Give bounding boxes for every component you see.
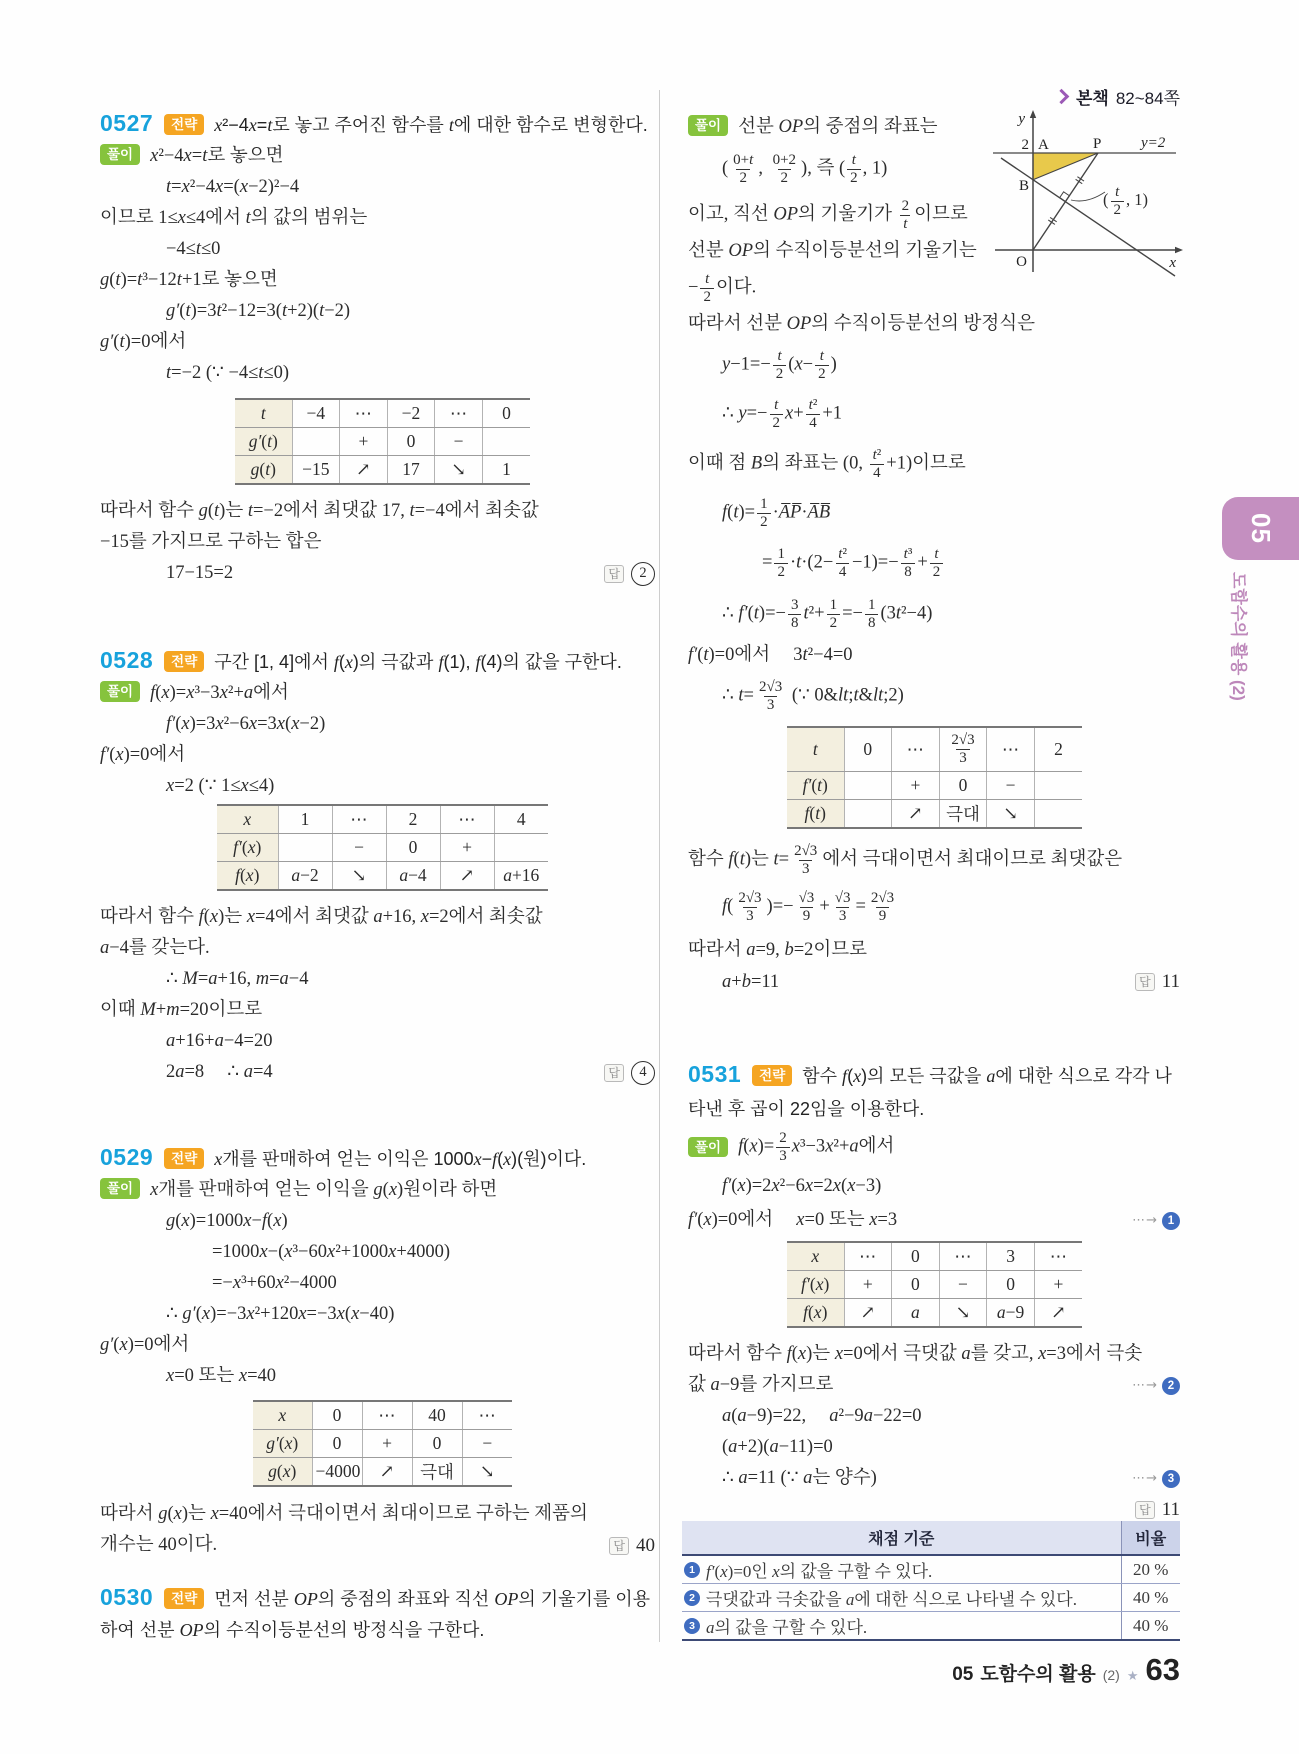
solution-line: 따라서 선분 OP의 수직이등분선의 방정식은 [688, 314, 1035, 334]
midpoint-coordinate-label: ( $\frac{t}{2}$ , 1) [1103, 184, 1148, 218]
footer-page-number: 63 [1145, 1652, 1180, 1687]
sign-table-0529 [253, 1400, 512, 1487]
table-cell [1034, 771, 1082, 799]
table-cell: ↘ [987, 799, 1035, 828]
table-cell: + [440, 834, 494, 862]
table-cell: ⋯ [332, 805, 386, 834]
strategy-badge: 전략 [164, 1588, 204, 1609]
solution-line: g′(x)=0에서 [100, 1335, 190, 1355]
table-header-cell: f′(t) [787, 771, 844, 799]
solution-line: 따라서 함수 f(x)는 x=0에서 극댓값 a를 갖고, x=3에서 극솟 [688, 1344, 1143, 1364]
table-cell: −4 [292, 399, 340, 428]
grading-header: 채점 기준 [682, 1521, 1121, 1555]
grading-row [682, 1555, 1180, 1584]
problem-number: 0529 [100, 1144, 154, 1170]
solution-line: ∴ f′(t)=− $\frac{3}{8}$ t²+ $\frac{1}{2}$ =− $\frac{1}{8}$ (3t²−4) [722, 596, 933, 631]
table-cell: ⋯ [362, 1401, 412, 1430]
table-cell: + [892, 771, 940, 799]
grading-table [682, 1521, 1180, 1641]
solution-line: 따라서 함수 f(x)는 x=4에서 최댓값 a+16, x=2에서 최솟값 [100, 907, 543, 927]
table-cell: + [844, 1271, 892, 1299]
table-cell: 0 [987, 1271, 1035, 1299]
table-cell: 0 [312, 1401, 362, 1430]
table-cell: a−9 [987, 1299, 1035, 1328]
criterion-marker-3: 3 [684, 1618, 700, 1634]
table-cell: ⋯ [440, 805, 494, 834]
table-cell: 0 [386, 834, 440, 862]
table-cell: ⋯ [939, 1242, 987, 1271]
table-header-cell: g(t) [235, 456, 292, 485]
answer-badge: 답 [604, 1064, 624, 1082]
table-cell: a−2 [278, 862, 332, 891]
grading-ratio-header: 비율 [1121, 1521, 1180, 1555]
solution-line: f′(x)=0에서 x=0 또는 x=3 ⋯→ 1 [688, 1204, 1180, 1237]
criterion-ratio: 40 % [1121, 1612, 1180, 1641]
solution-line: 따라서 a=9, b=2이므로 [688, 939, 867, 960]
solution-line: f′(x)=2x²−6x=2x(x−3) [722, 1176, 882, 1196]
solution-line: y−1=− $\frac{t}{2}$ (x− $\frac{t}{2}$ ) [722, 347, 837, 382]
table-cell [278, 834, 332, 862]
table-cell [494, 834, 548, 862]
solution-line: f′(x)=3x²−6x=3x(x−2) [166, 714, 326, 734]
table-cell: 1 [502, 459, 511, 479]
answer-math: 17−15=2 [166, 563, 234, 583]
strategy-badge: 전략 [164, 1148, 204, 1169]
answer-badge: 답 [1135, 973, 1155, 991]
solution-line: 풀이 f(x)= $\frac{2}{3}$ x³−3x²+a에서 [688, 1126, 1180, 1168]
table-cell: 극대 [939, 799, 987, 828]
table-cell: + [1034, 1271, 1082, 1299]
strategy-text: x²−4x=t로 놓고 주어진 함수를 t에 대한 함수로 변형한다. [214, 115, 648, 135]
solution-line: = $\frac{1}{2}$ ·t·(2− $\frac{\text{t²}}{4}$ −1)=− $\frac{\text{t³}}{8}$ + $\frac{t}{2}$ [688, 537, 1180, 589]
criterion-marker-1: 1 [684, 1562, 700, 1578]
solution-badge: 풀이 [100, 144, 140, 165]
answer-value: 11 [1161, 971, 1180, 992]
answer-value: 40 [636, 1534, 655, 1556]
solution-line: 풀이 x개를 판매하여 얻는 이익을 g(x)원이라 하면 [100, 1175, 655, 1206]
solution-line: 풀이 x²−4x=t로 놓으면 [100, 141, 655, 172]
table-cell: ↘ [332, 862, 386, 891]
solution-line: 따라서 g(x)는 x=40에서 극대이면서 최대이므로 구하는 제품의 [100, 1504, 588, 1524]
answer-badge: 답 [604, 565, 624, 583]
table-cell: ↗ [440, 862, 494, 891]
point-label-b: B [1019, 178, 1030, 194]
table-header-cell: x [253, 1401, 312, 1430]
answer-choice: 2 [631, 562, 655, 586]
solution-line: f( $\frac{2√3}{3}$ )=− $\frac{√3}{9}$ + $\frac{√3}{3}$ = $\frac{2√3}{9}$ [722, 890, 895, 924]
step-marker-3: 3 [1162, 1470, 1180, 1488]
strategy-badge: 전략 [164, 651, 204, 672]
solution-line: 이때 점 B의 좌표는 (0, $\frac{\text{t²}}{4}$ +1)이므로 [688, 446, 966, 481]
solution-line: g′(t)=0에서 [100, 332, 187, 352]
table-cell [292, 428, 340, 456]
solution-line: g(x)=1000x−f(x) [166, 1211, 288, 1231]
table-cell: ⋯ [844, 1242, 892, 1271]
column-divider [659, 90, 660, 1642]
table-cell: ↗ [844, 1299, 892, 1328]
origin-label: O [1016, 254, 1027, 270]
problem-number: 0531 [688, 1061, 742, 1087]
grading-row [682, 1584, 1180, 1612]
table-cell: 0 [844, 727, 892, 771]
problem-header [100, 1582, 655, 1646]
problem-number: 0527 [100, 110, 154, 136]
table-header-cell: x [217, 805, 278, 834]
solution-line: f′(x)=0에서 [100, 745, 186, 765]
solution-line: a(a−9)=22, a²−9a−22=0 [722, 1406, 922, 1426]
footer-chapter-number: 05 [952, 1664, 974, 1685]
solution-line: x=0 또는 x=40 [166, 1366, 277, 1386]
table-header-cell: g(x) [253, 1458, 312, 1487]
table-cell: ↘ [939, 1299, 987, 1328]
solution-line: a+16+a−4=20 [166, 1031, 273, 1051]
ref-page-range: 82~84쪽 [1115, 89, 1180, 108]
solution-line: =1000x−(x³−60x²+1000x+4000) [212, 1242, 450, 1262]
problem-header [100, 108, 655, 141]
criterion-marker-2: 2 [684, 1590, 700, 1606]
solution-line: g(t)=t³−12t+1로 놓으면 [100, 270, 278, 290]
table-cell: ↘ [435, 456, 483, 485]
table-cell: 0 [939, 771, 987, 799]
solution-line: 이고, 직선 OP의 기울기가 $\frac{2}{t}$ 이므로 [688, 197, 968, 232]
grading-criteria [682, 1521, 1180, 1641]
problem-header [100, 645, 655, 678]
y-axis-arrow-icon [1030, 110, 1036, 118]
table-header-cell: g′(t) [235, 428, 292, 456]
table-header-cell: x [787, 1242, 844, 1271]
leader-dots: ⋯→ [1132, 1213, 1158, 1228]
solution-line: ∴ t= $\frac{2√3}{3}$ (∵ 0&lt;t&lt;2) [722, 678, 904, 713]
solution-line: ( $\frac{0+t}{2}$ , $\frac{0+2}{2}$ ), 즉 ( $\frac{t}{2}$ , 1) [722, 151, 888, 186]
criterion-ratio: 40 % [1121, 1584, 1180, 1612]
table-cell: ⋯ [1034, 1242, 1082, 1271]
ref-arrow-icon [1054, 89, 1070, 105]
table-cell: − [987, 771, 1035, 799]
table-cell [1034, 799, 1082, 828]
solution-line: 값 a−9를 가지므로 ⋯→ 2 [688, 1370, 1180, 1401]
table-cell: −2 [387, 399, 435, 428]
table-cell [482, 428, 530, 456]
solution-line: 풀이 선분 OP의 중점의 좌표는 [688, 112, 1180, 143]
book-reference [682, 84, 1180, 109]
label-leader-curve [1071, 192, 1105, 201]
star-icon: ★ [1126, 1668, 1139, 1683]
problem-0530 [100, 1582, 655, 1646]
table-cell: 40 [412, 1401, 462, 1430]
solution-line: a−4를 갖는다. [100, 938, 210, 958]
table-cell: − [939, 1271, 987, 1299]
table-cell: 0 [482, 399, 530, 428]
table-cell: ↗ [1051, 1302, 1066, 1322]
table-cell: 4 [494, 805, 548, 834]
table-cell: 17 [387, 456, 435, 485]
table-header-cell: t [235, 399, 292, 428]
step-marker-1: 1 [1162, 1212, 1180, 1230]
sign-table-0531 [787, 1241, 1082, 1328]
sign-table-0528 [217, 804, 548, 891]
table-header-cell: f(t) [787, 799, 844, 828]
answer-math: a+b=11 [722, 971, 780, 992]
table-cell: 0 [387, 428, 435, 456]
criterion-ratio: 20 % [1121, 1555, 1180, 1584]
solution-badge: 풀이 [688, 115, 728, 136]
table-cell: 0 [892, 1271, 940, 1299]
answer-choice: 4 [631, 1061, 655, 1085]
problem-header [688, 1058, 1180, 1126]
strategy-badge: 전략 [752, 1065, 792, 1086]
problem-number: 0530 [100, 1584, 154, 1610]
axis-label-y: y [1018, 111, 1025, 127]
solution-line: ∴ g′(x)=−3x²+120x=−3x(x−40) [166, 1304, 395, 1324]
answer-row [100, 558, 655, 589]
table-cell: + [362, 1430, 412, 1458]
problem-0527 [100, 108, 655, 589]
solution-line: −4≤t≤0 [166, 239, 221, 259]
table-cell: 3 [987, 1242, 1035, 1271]
table-cell [844, 771, 892, 799]
answer-badge: 답 [1135, 1501, 1155, 1519]
leader-dots: ⋯→ [1132, 1378, 1158, 1393]
table-cell: + [340, 428, 388, 456]
strategy-badge: 전략 [164, 114, 204, 135]
table-cell: ↗ [362, 1458, 412, 1487]
table-cell: − [435, 428, 483, 456]
table-cell: ⋯ [462, 1401, 512, 1430]
problem-0531 [688, 1058, 1180, 1525]
sign-table-0527 [235, 398, 530, 485]
table-header-cell: f(x) [787, 1299, 844, 1328]
table-cell: −4000 [312, 1458, 362, 1487]
solution-line: f(t)= $\frac{1}{2}$ ·A̅P̅·A̅B̅ [722, 495, 831, 530]
problem-0528 [100, 645, 655, 1088]
table-cell: 0 [892, 1242, 940, 1271]
solution-line: t=−2 (∵ −4≤t≤0) [166, 363, 289, 383]
strategy-text: x개를 판매하여 얻는 이익은 1000x−f(x)(원)이다. [214, 1149, 587, 1169]
axis-label-x: x [1169, 255, 1176, 271]
point-label-p: P [1093, 136, 1102, 152]
table-cell: a [892, 1299, 940, 1328]
table-cell: 0 [312, 1430, 362, 1458]
solution-badge: 풀이 [100, 1178, 140, 1199]
table-cell: 0 [412, 1430, 462, 1458]
table-cell: a−4 [386, 862, 440, 891]
solution-line: 이때 M+m=20이므로 [100, 1000, 263, 1020]
solution-line: ∴ M=a+16, m=a−4 [166, 969, 309, 989]
step-marker-2: 2 [1162, 1377, 1180, 1395]
strategy-text: 함수 f(x)의 모든 극값을 a에 대한 식으로 각각 나타낸 후 곱이 22임을 이용한다. [688, 1066, 1172, 1119]
sign-table-0530 [787, 726, 1082, 829]
chapter-side-tab [1222, 497, 1299, 560]
table-header-cell: f′(x) [787, 1271, 844, 1299]
table-header-cell: f′(x) [217, 834, 278, 862]
answer-row [688, 967, 1180, 998]
solution-line: f′(t)=0에서 3t²−4=0 [688, 645, 853, 665]
solution-line: 개수는 40이다. [100, 1535, 218, 1555]
table-cell [844, 799, 892, 828]
problem-0529 [100, 1142, 655, 1561]
strategy-text: 먼저 선분 OP의 중점의 좌표와 직선 OP의 기울기를 이용하여 선분 OP의 수직이등분선의 방정식을 구한다. [100, 1589, 651, 1640]
answer-value: 11 [1161, 1498, 1180, 1520]
answer-badge: 답 [609, 1537, 629, 1555]
point-label-a: A [1038, 137, 1049, 153]
solution-badge: 풀이 [100, 681, 140, 702]
solution-line: t=x²−4x=(x−2)²−4 [166, 177, 300, 197]
table-cell: ⋯ [340, 399, 388, 428]
table-cell: ↗ [892, 799, 940, 828]
solution-line: 풀이 f(x)=x³−3x²+a에서 [100, 678, 655, 709]
solution-line: − $\frac{t}{2}$ 이다. [688, 270, 757, 305]
chapter-tab-number: 05 [1245, 513, 1276, 544]
footer-chapter-part: (2) [1102, 1667, 1120, 1683]
answer-row [100, 1530, 655, 1561]
table-cell: ⋯ [435, 399, 483, 428]
table-cell: a+16 [503, 865, 540, 885]
solution-line: 선분 OP의 수직이등분선의 기울기는 [688, 241, 977, 261]
solution-line: =−x³+60x²−4000 [212, 1273, 337, 1293]
solution-line: ∴ a=11 (∵ a는 양수) ⋯→ 3 [688, 1463, 1180, 1494]
table-cell: 2 [1034, 727, 1082, 771]
problem-number: 0528 [100, 647, 154, 673]
leader-dots: ⋯→ [1132, 1471, 1158, 1486]
criterion-text: f′(x)=0인 x의 값을 구할 수 있다. [706, 1562, 933, 1581]
table-cell: −15 [292, 456, 340, 485]
tick-label-2: 2 [1021, 137, 1029, 153]
table-header-cell: g′(x) [253, 1430, 312, 1458]
solution-line: x=2 (∵ 1≤x≤4) [166, 776, 275, 796]
table-cell: $\frac{2√3}{3}$ [939, 727, 987, 771]
solution-line: 이므로 1≤x≤4에서 t의 값의 범위는 [100, 208, 368, 228]
solution-line: g′(t)=3t²−12=3(t+2)(t−2) [166, 301, 351, 321]
table-cell: 2 [386, 805, 440, 834]
table-cell: ⋯ [987, 727, 1035, 771]
line-equation-label: y=2 [1141, 135, 1166, 151]
table-cell: ↘ [479, 1461, 495, 1481]
solution-line: ∴ y=− $\frac{t}{2}$ x+ $\frac{\text{t²}}{4}$ +1 [722, 396, 843, 431]
solution-line: 함수 f(t)는 t= $\frac{2√3}{3}$ 에서 극대이면서 최대이므로 최댓값은 [688, 843, 1123, 877]
problem-header [100, 1142, 655, 1175]
table-cell: ⋯ [892, 727, 940, 771]
solution-line: −15를 가지므로 구하는 합은 [100, 532, 322, 552]
solution-line: 따라서 함수 g(t)는 t=−2에서 최댓값 17, t=−4에서 최솟값 [100, 501, 539, 521]
table-cell: ↗ [340, 456, 388, 485]
chapter-vertical-label: 도함수의 활용 (2) [1229, 572, 1248, 701]
solution-badge: 풀이 [688, 1137, 728, 1158]
x-axis-arrow-icon [1175, 247, 1183, 253]
table-header-cell: f(x) [217, 862, 278, 891]
answer-row [100, 1057, 655, 1088]
criterion-text: 극댓값과 극솟값을 a에 대한 식으로 나타낼 수 있다. [706, 1590, 1077, 1609]
table-cell: − [462, 1430, 512, 1458]
table-header-cell: t [787, 727, 844, 771]
footer-chapter-title: 도함수의 활용 [980, 1664, 1096, 1685]
ref-label: 본책 [1075, 89, 1109, 108]
answer-math: 2a=8 ∴ a=4 [166, 1062, 273, 1082]
grading-row [682, 1612, 1180, 1641]
criterion-text: a의 값을 구할 수 있다. [706, 1618, 868, 1637]
solution-line: (a+2)(a−11)=0 [722, 1437, 833, 1457]
table-cell: − [332, 834, 386, 862]
strategy-text: 구간 [1, 4]에서 f(x)의 극값과 f(1), f(4)의 값을 구한다. [214, 652, 622, 672]
table-cell: 1 [278, 805, 332, 834]
table-cell: 극대 [412, 1458, 462, 1487]
page-footer [682, 1652, 1180, 1688]
